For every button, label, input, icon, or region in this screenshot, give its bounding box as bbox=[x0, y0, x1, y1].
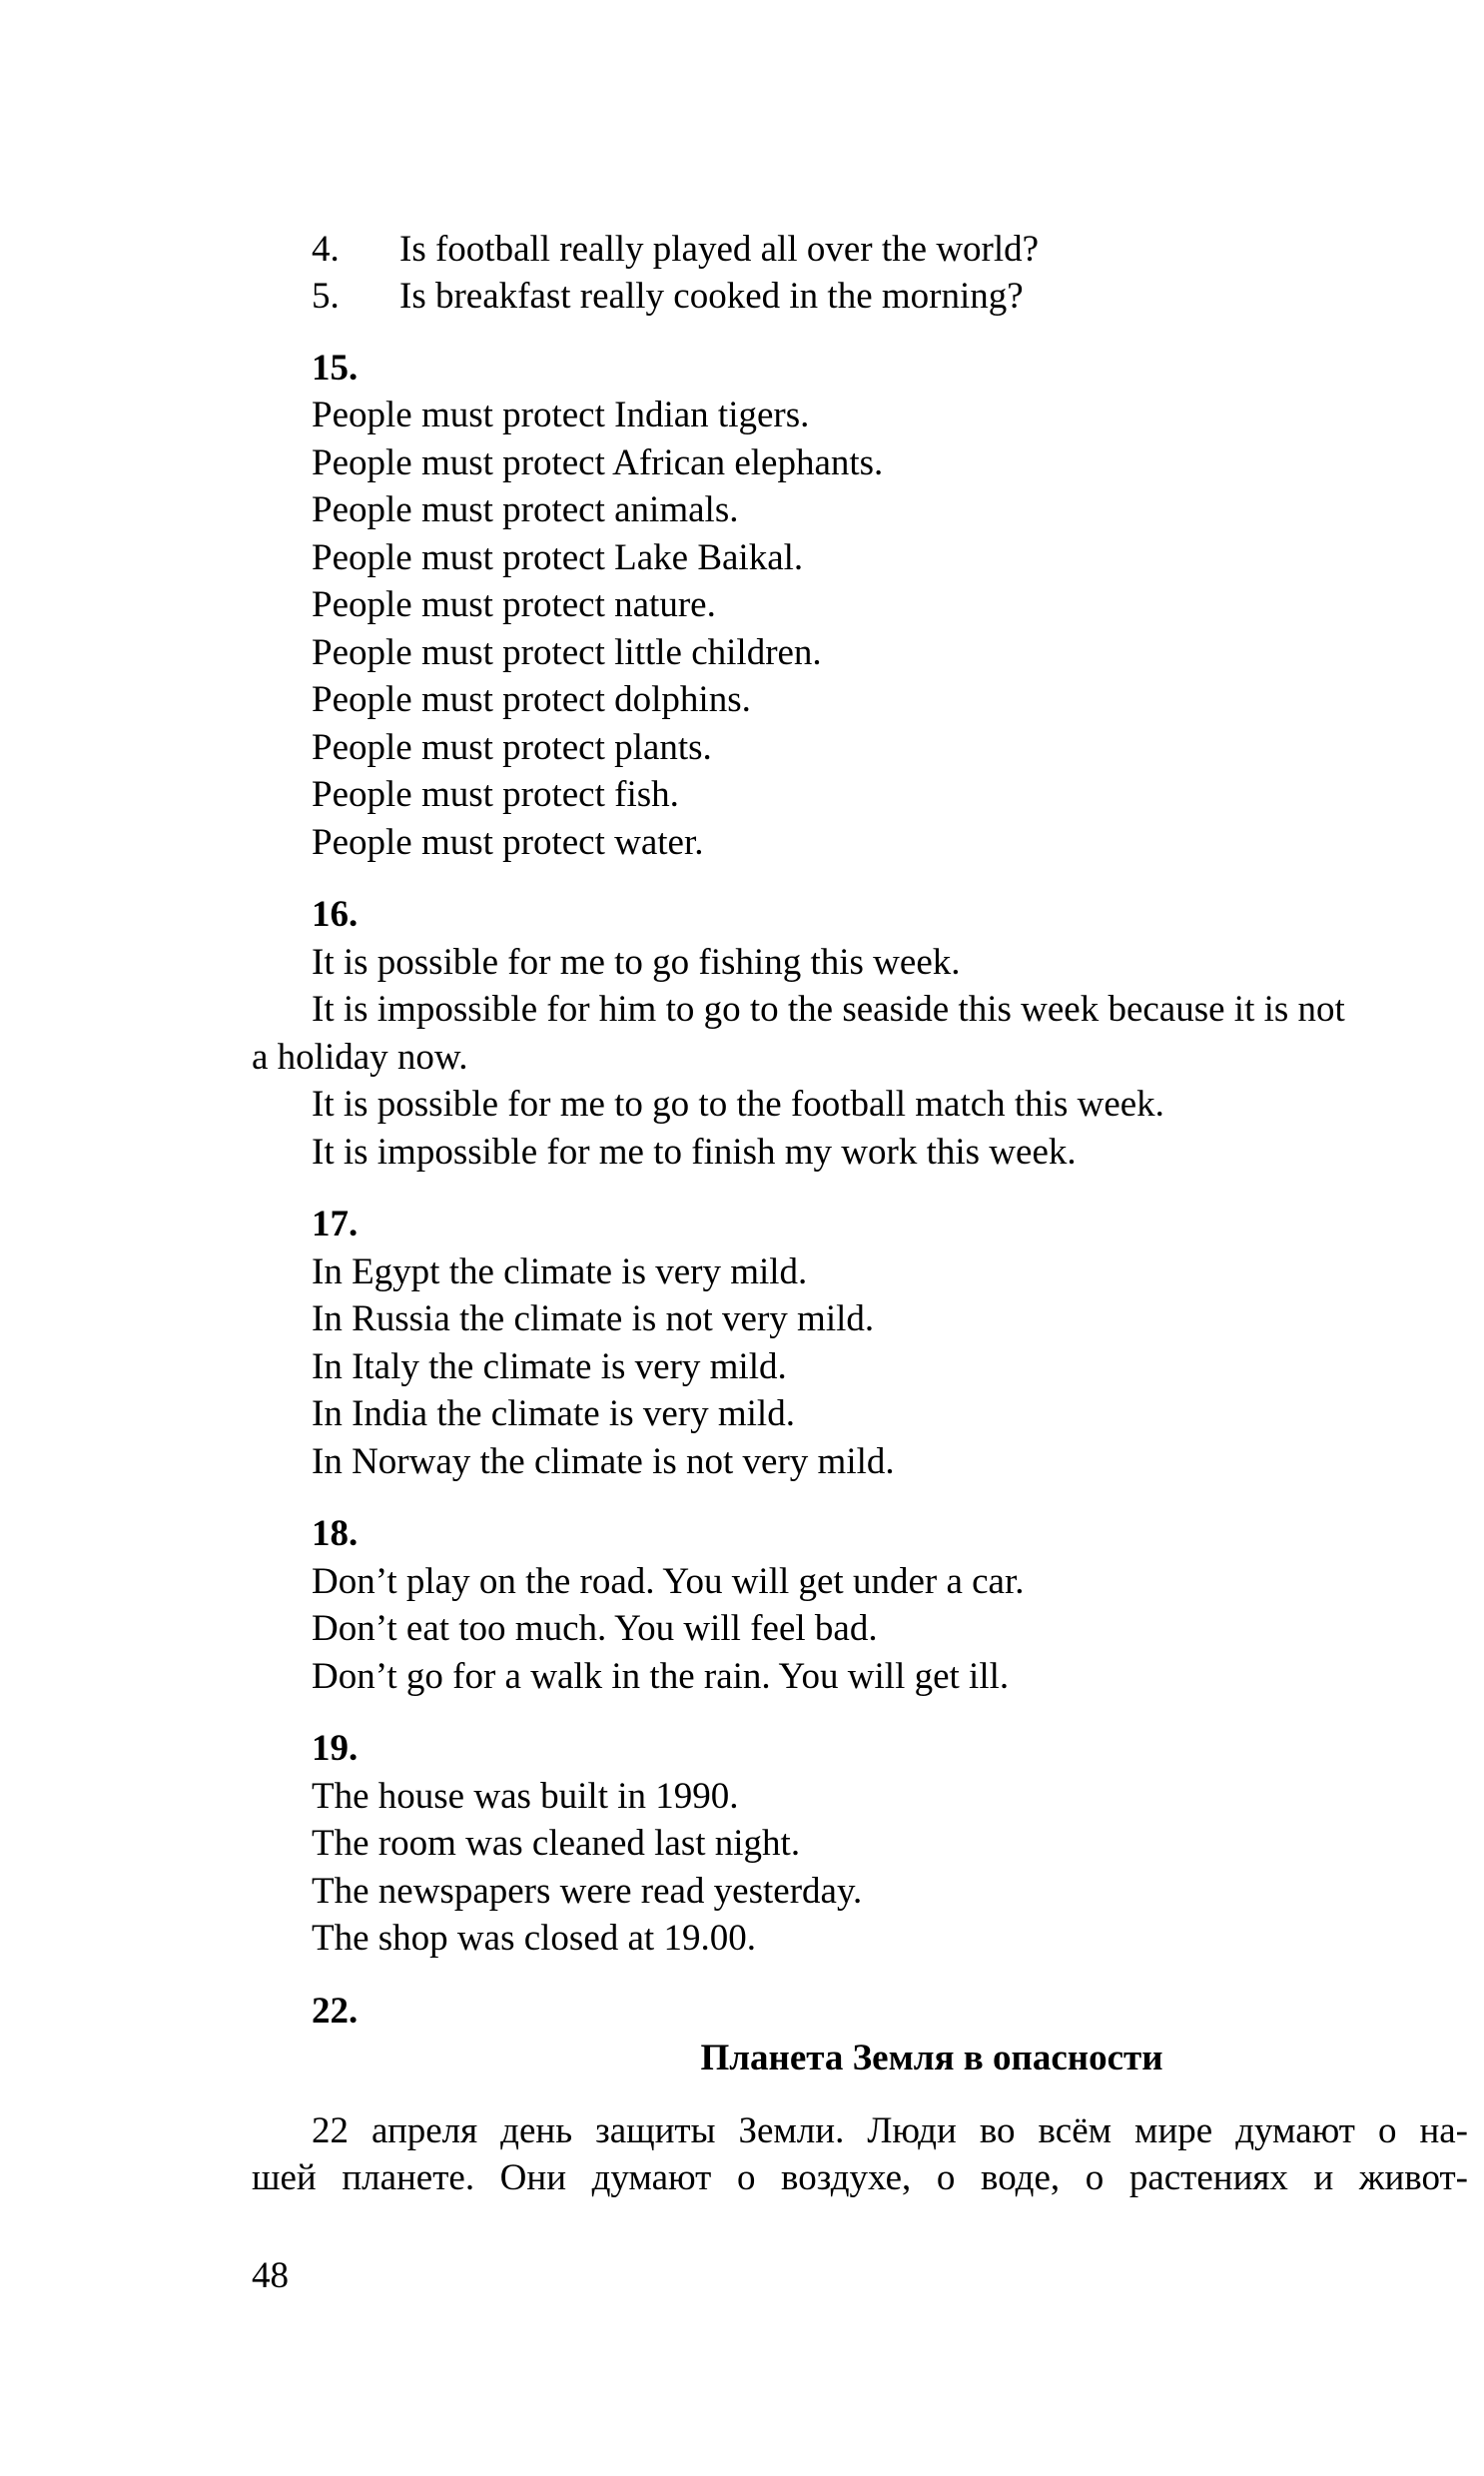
exercise-19-line: The house was built in 1990. bbox=[312, 1776, 739, 1817]
exercise-15-line: People must protect little children. bbox=[312, 632, 822, 673]
paragraph-line: 22 апреля день защиты Земли. Люди во всём мире думают о на- bbox=[312, 2110, 1468, 2151]
exercise-19-label: 19. bbox=[312, 1728, 359, 1769]
exercise-17-line: In Norway the climate is not very mild. bbox=[312, 1441, 895, 1482]
exercise-16-line: a holiday now. bbox=[252, 1037, 468, 1078]
exercise-18-line: Don’t go for a walk in the rain. You will get ill. bbox=[312, 1656, 1010, 1697]
exercise-16-line: It is possible for me to go to the football match this week. bbox=[312, 1084, 1164, 1125]
exercise-22-label: 22. bbox=[312, 1991, 359, 2032]
exercise-17-line: In Egypt the climate is very mild. bbox=[312, 1251, 808, 1292]
exercise-15-line: People must protect animals. bbox=[312, 489, 739, 530]
exercise-17-line: In India the climate is very mild. bbox=[312, 1393, 795, 1434]
paragraph-line: шей планете. Они думают о воздухе, о воде, о растениях и живот- bbox=[252, 2157, 1468, 2198]
exercise-17-line: In Italy the climate is very mild. bbox=[312, 1346, 787, 1387]
exercise-17-label: 17. bbox=[312, 1204, 359, 1244]
list-item-text: Is breakfast really cooked in the morning? bbox=[399, 276, 1024, 317]
exercise-18-line: Don’t eat too much. You will feel bad. bbox=[312, 1608, 878, 1649]
exercise-19-line: The room was cleaned last night. bbox=[312, 1823, 801, 1864]
exercise-16-line: It is impossible for him to go to the seaside this week because it is not bbox=[312, 989, 1345, 1030]
exercise-15-line: People must protect fish. bbox=[312, 774, 679, 815]
exercise-15-label: 15. bbox=[312, 348, 359, 389]
list-item-text: Is football really played all over the world? bbox=[399, 229, 1040, 270]
exercise-15-line: People must protect African elephants. bbox=[312, 442, 884, 483]
exercise-16-line: It is possible for me to go fishing this week. bbox=[312, 942, 961, 983]
exercise-15-line: People must protect Lake Baikal. bbox=[312, 537, 804, 578]
exercise-15-line: People must protect water. bbox=[312, 822, 704, 863]
exercise-15-line: People must protect plants. bbox=[312, 727, 712, 768]
exercise-15-line: People must protect nature. bbox=[312, 584, 716, 625]
exercise-19-line: The shop was closed at 19.00. bbox=[312, 1918, 756, 1959]
exercise-17-line: In Russia the climate is not very mild. bbox=[312, 1298, 875, 1339]
exercise-16-label: 16. bbox=[312, 894, 359, 935]
exercise-18-label: 18. bbox=[312, 1513, 359, 1554]
list-item-number: 4. bbox=[312, 229, 340, 270]
section-title: Планета Земля в опасности bbox=[700, 2038, 1163, 2078]
exercise-15-line: People must protect Indian tigers. bbox=[312, 395, 810, 435]
exercise-18-line: Don’t play on the road. You will get under a car. bbox=[312, 1561, 1025, 1602]
exercise-15-line: People must protect dolphins. bbox=[312, 679, 751, 720]
page-number: 48 bbox=[252, 2255, 289, 2296]
list-item-number: 5. bbox=[312, 276, 340, 317]
exercise-16-line: It is impossible for me to finish my work this week. bbox=[312, 1132, 1077, 1173]
exercise-19-line: The newspapers were read yesterday. bbox=[312, 1871, 863, 1912]
